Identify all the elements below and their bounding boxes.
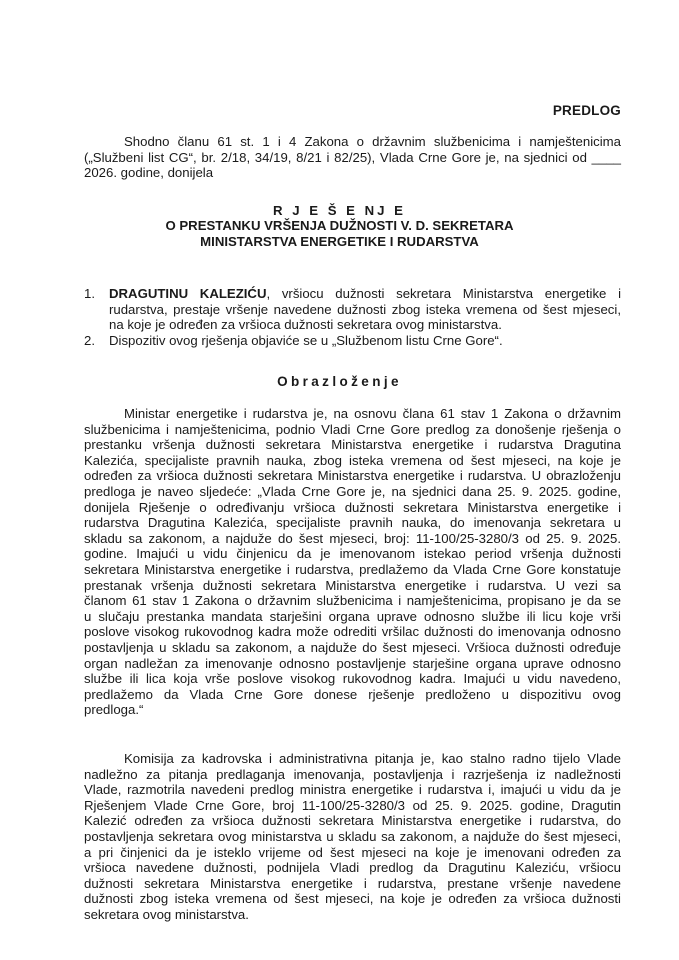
explanation-paragraph-1 xyxy=(84,406,621,718)
paragraph-line: Kalezić određen za vršioca dužnosti sekretara Ministarstva energetike i rudarstva, do xyxy=(84,813,621,829)
paragraph-line: određen za vršioca dužnosti sekretara Ministarstva energetike i rudarstva. U obrazloženju xyxy=(84,468,621,484)
paragraph-line: u slučaju prestanka mandata starješini organa uprave odnosno službe ili licu koje vrši xyxy=(84,608,621,624)
intro-line: („Službeni list CG“, br. 2/18, 34/19, 8/21 i 82/25), Vlada Crne Gore je, na sjednici od ____ xyxy=(84,149,621,165)
paragraph-line: rudarstva Dragutina Kalezića, specijaliste pravnih nauka, do imenovanja sekretara u xyxy=(84,515,621,531)
intro-line: 2026. godine, donijela xyxy=(84,165,214,181)
document-label: PREDLOG xyxy=(552,103,621,118)
paragraph-line: prestanku vršenja dužnosti sekretara Ministarstva energetike i rudarstva Dragutina xyxy=(84,437,621,453)
paragraph-line: Rješenjem Vlade Crne Gore, broj 11-100/25-3280/3 od 25. 9. 2025. godine, Dragutin xyxy=(84,797,621,813)
item-line: rudarstva, prestaje vršenje navedene dužnosti zbog isteka vremena od šest mjeseci, xyxy=(109,301,621,317)
item-number: 2. xyxy=(84,332,95,348)
explanation-paragraph-2 xyxy=(84,751,621,923)
item-line: Dispozitiv ovog rješenja objaviće se u „Službenom listu Crne Gore“. xyxy=(109,332,503,348)
paragraph-line: dužnosti sekretara Ministarstva energetike i rudarstva, prestane vršenje navedene xyxy=(84,875,621,891)
paragraph-line: skladu sa zakonom, a najduže do šest mjeseci, broj: 11-100/25-3280/3 od 25. 9. 2025. xyxy=(84,530,621,546)
intro-paragraph xyxy=(84,134,621,181)
paragraph-line: vršioca navedene dužnosti, podnijela Vladi predlog da Dragutinu Kaleziću, vršiocu xyxy=(84,860,621,876)
paragraph-line: nadležno za pitanja predlaganja imenovanja, postavljenja i razrješenja iz nadležnosti xyxy=(84,766,621,782)
title-line-3: MINISTARSTVA ENERGETIKE I RUDARSTVA xyxy=(200,233,479,249)
item-number: 1. xyxy=(84,286,95,301)
paragraph-line: Kalezića, specijaliste pravnih nauka, zbog isteka vremena od šest mjeseci, na koje je xyxy=(84,452,621,468)
paragraph-line: postavljenja u skladu sa zakonom, a najduže do šest mjeseci. Vršioca dužnosti određuje xyxy=(84,639,621,655)
dispositive-item-2 xyxy=(84,333,621,349)
explanation-heading: Obrazloženje xyxy=(277,374,402,389)
paragraph-line: predloga je naveo sljedeće: „Vlada Crne Gore je, na sjednici dana 25. 9. 2025. godine, xyxy=(84,483,621,499)
item-line xyxy=(109,286,621,302)
paragraph-line: sekretara ovog ministarstva. xyxy=(84,906,249,922)
paragraph-line: prestanak vršenja dužnosti sekretara Ministarstva energetike i rudarstva. U vezi sa xyxy=(84,577,621,593)
paragraph-line: organ nadležan za imenovanje odnosno postavljenje starješine organa uprave odnosno xyxy=(84,655,621,671)
paragraph-line: članom 61 stav 1 Zakona o državnim službenicima i namještenicima, propisano je da se xyxy=(84,593,621,609)
title-line-1: R J E Š E NJ E xyxy=(273,203,406,218)
intro-line: Shodno članu 61 st. 1 i 4 Zakona o državnim službenicima i namještenicima xyxy=(124,134,621,149)
title-line-2: O PRESTANKU VRŠENJA DUŽNOSTI V. D. SEKRETARA xyxy=(165,218,514,234)
paragraph-line: donijela Rješenje o određivanju vršioca dužnosti sekretara Ministarstva energetike i xyxy=(84,499,621,515)
item-line: na koje je određen za vršioca dužnosti sekretara ovog ministarstva. xyxy=(109,317,502,333)
paragraph-line: Vlade, razmotrila navedeni predlog ministra energetike i rudarstva i, imajući u vidu da je xyxy=(84,782,621,798)
paragraph-line: sekretara Ministarstva energetike i rudarstva, predlažemo da Vlada Crne Gore konstatuje xyxy=(84,561,621,577)
paragraph-line: a pri činjenici da je isteklo vrijeme od šest mjeseci na koje je imenovani određen za xyxy=(84,844,621,860)
person-name: DRAGUTINU KALEZIĆU xyxy=(109,286,267,301)
dispositive-item-1 xyxy=(84,286,621,333)
paragraph-line: dužnosti zbog isteka vremena od šest mjeseci, na koje je određen za vršioca dužnosti xyxy=(84,891,621,907)
paragraph-line: Komisija za kadrovska i administrativna pitanja je, kao stalno radno tijelo Vlade xyxy=(124,751,621,766)
paragraph-line: Ministar energetike i rudarstva je, na osnovu člana 61 stav 1 Zakona o državnim xyxy=(124,406,621,421)
dispositive-list xyxy=(84,286,621,348)
paragraph-line: postavljenja sekretara ovog ministarstva u skladu sa zakonom, a najduže do šest mjeseci, xyxy=(84,828,621,844)
paragraph-line: predlažemo da Vlada Crne Gore donese rješenje predloženo u dispozitivu ovog xyxy=(84,686,621,702)
paragraph-line: godine. Imajući u vidu činjenicu da je imenovanom istekao period vršenja dužnosti xyxy=(84,546,621,562)
paragraph-line: poslove visokog rukovodnog kadra može odrediti vršilac dužnosti do imenovanja odnosno xyxy=(84,624,621,640)
paragraph-line: službenicima i namještenicima, podnio Vladi Crne Gore predlog za donošenje rješenja o xyxy=(84,421,621,437)
item-text: , vršiocu dužnosti sekretara Ministarstva energetike i xyxy=(266,286,622,301)
paragraph-line: službe ili lica koja vrše poslove visokog rukovodnog kadra. Imajući u vidu navedeno, xyxy=(84,671,621,687)
paragraph-line: predloga.“ xyxy=(84,702,144,718)
document-title xyxy=(0,203,679,249)
